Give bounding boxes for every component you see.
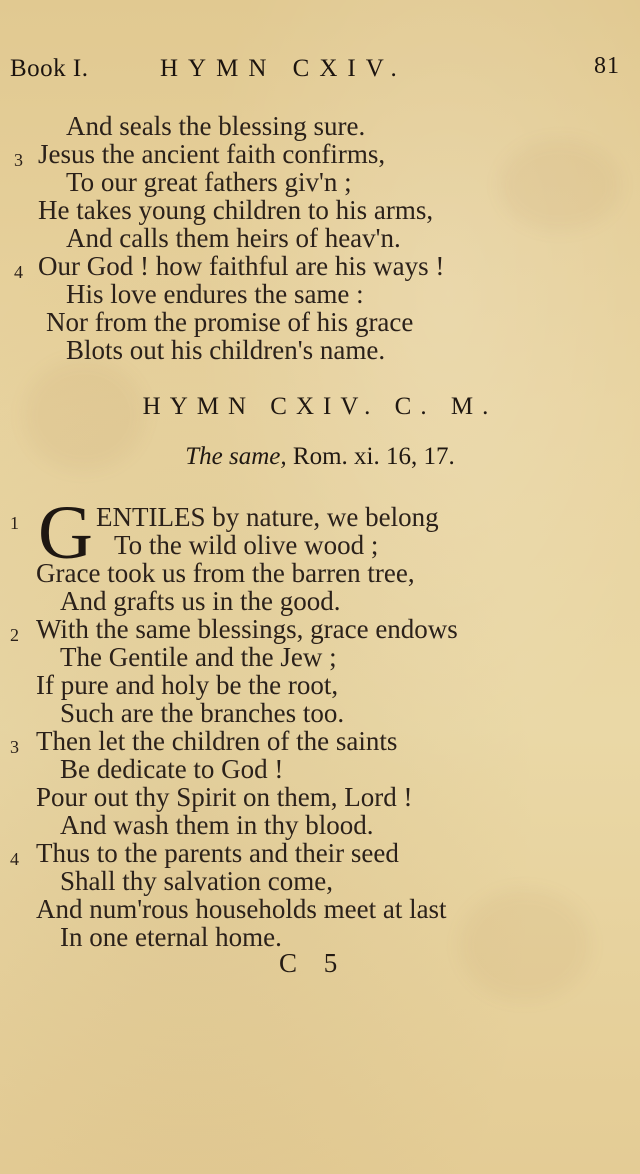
scripture-reference: Rom. xi. 16, 17. — [292, 443, 455, 470]
hymn-line: ENTILES by nature, we belong — [96, 502, 439, 532]
hymn-line: Grace took us from the barren tree, — [36, 558, 415, 588]
hymn-line: And seals the blessing sure. — [66, 111, 366, 141]
hymn-line: And wash them in thy blood. — [60, 810, 374, 840]
hymn-title: HYMN CXIV. C. M. — [142, 393, 498, 420]
hymn-line: And grafts us in the good. — [60, 586, 341, 616]
stanza-number: 4 — [14, 262, 23, 282]
hymn-line: Blots out his children's name. — [66, 335, 386, 365]
stanza-number: 2 — [10, 625, 19, 645]
page-header — [0, 52, 640, 86]
book-label: Book I. — [10, 55, 89, 82]
stanza-number: 3 — [10, 737, 19, 757]
hymn-line: He takes young children to his arms, — [38, 195, 434, 225]
hymn-line: Shall thy salvation come, — [60, 866, 333, 896]
hymn-line: Then let the children of the saints — [36, 726, 398, 756]
stanza-number: 3 — [14, 150, 23, 170]
paper-stain — [460, 890, 590, 1000]
hymn-subtitle — [0, 442, 640, 472]
hymn-line: Nor from the promise of his grace — [46, 307, 414, 337]
hymn-line: Jesus the ancient faith confirms, — [38, 139, 386, 169]
page-number: 81 — [594, 53, 620, 79]
hymn-line: To the wild olive wood ; — [114, 530, 379, 560]
hymn-line: Thus to the parents and their seed — [36, 838, 399, 868]
hymn-line: With the same blessings, grace endows — [36, 614, 458, 644]
stanza-number: 4 — [10, 849, 19, 869]
subtitle-italic: The same, — [185, 443, 287, 470]
catchword: C 5 — [279, 948, 348, 978]
hymn-line: To our great fathers giv'n ; — [66, 167, 352, 197]
drop-cap: G — [38, 491, 93, 575]
hymn-line: And calls them heirs of heav'n. — [66, 223, 401, 253]
stanza-number: 1 — [10, 513, 19, 533]
hymn-line: Such are the branches too. — [60, 698, 345, 728]
hymn-line: And num'rous households meet at last — [36, 894, 447, 924]
running-title: HYMN CXIV. — [160, 55, 407, 82]
hymn-line: The Gentile and the Jew ; — [60, 642, 337, 672]
hymn-line: If pure and holy be the root, — [36, 670, 339, 700]
hymn-line: In one eternal home. — [60, 922, 282, 952]
paper-stain — [500, 140, 620, 230]
hymn-line: Our God ! how faithful are his ways ! — [38, 251, 445, 281]
hymn-line: Pour out thy Spirit on them, Lord ! — [36, 782, 413, 812]
hymn-line: His love endures the same : — [66, 279, 364, 309]
hymn-line: Be dedicate to God ! — [60, 754, 284, 784]
